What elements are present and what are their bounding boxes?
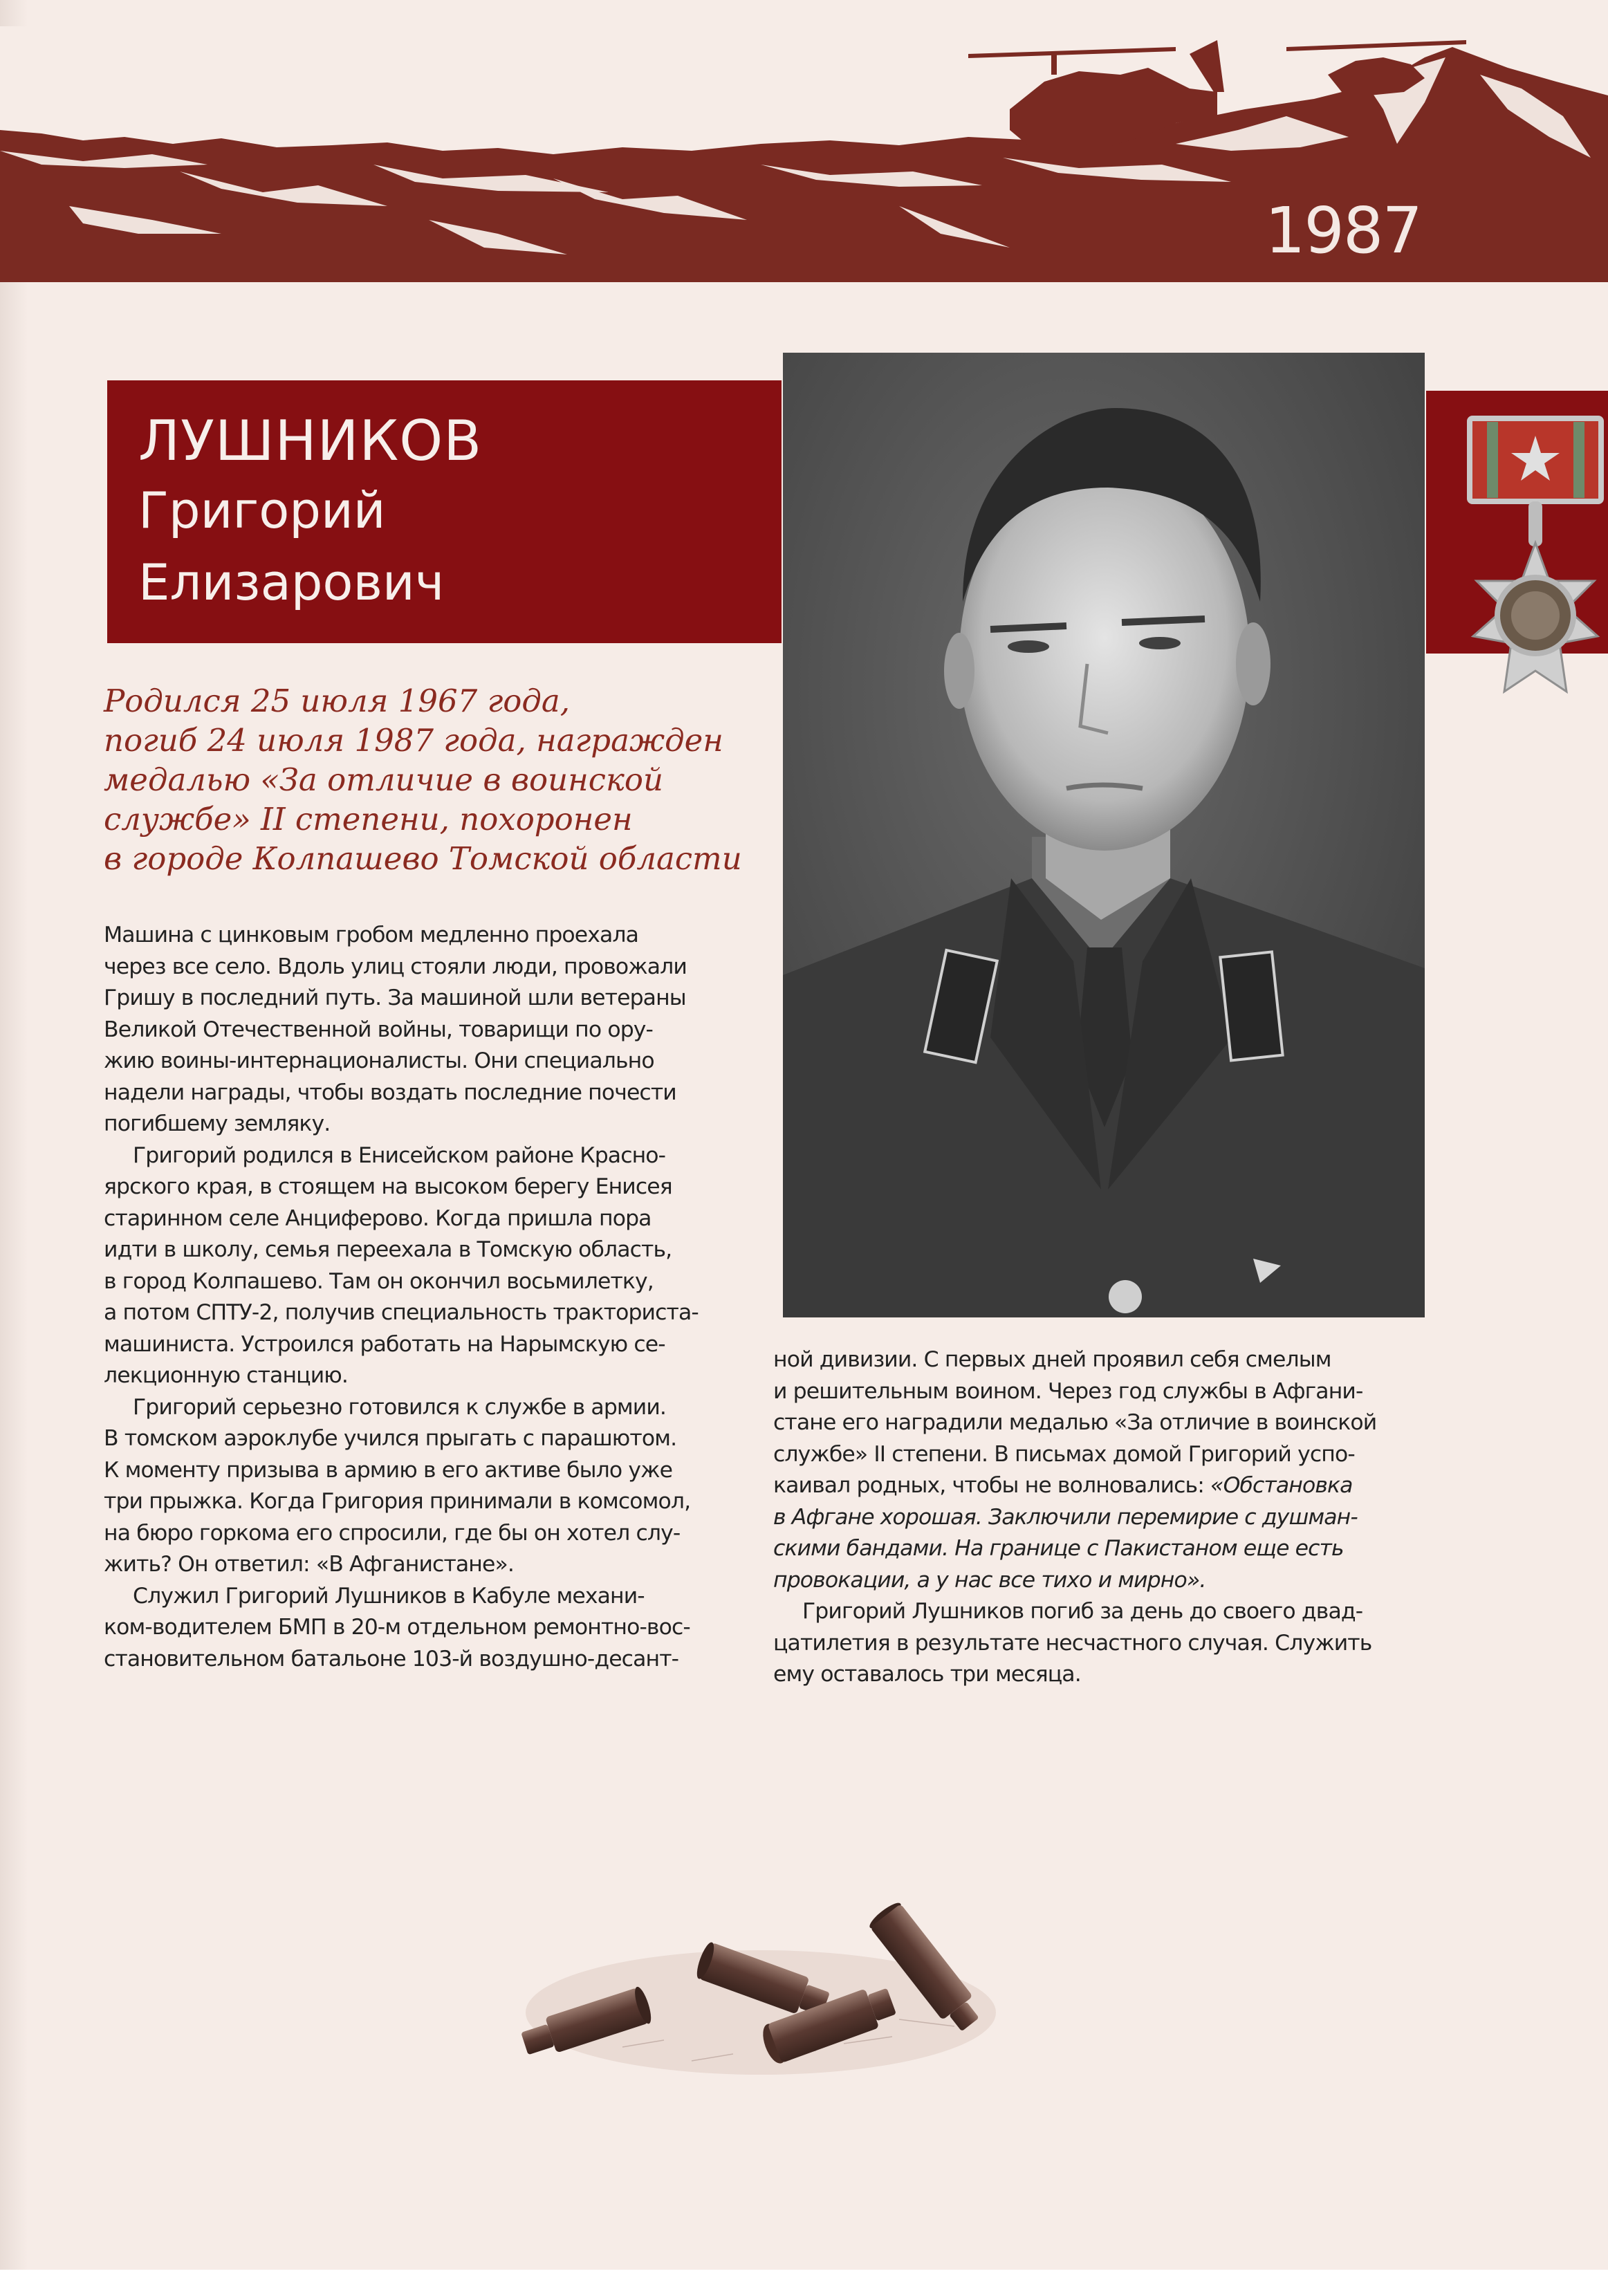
first-name: Григорий bbox=[138, 481, 386, 539]
body-column-left bbox=[104, 920, 747, 1675]
body-line: в город Колпашево. Там он окончил восьмилетку, bbox=[104, 1268, 654, 1294]
medal-image bbox=[1463, 408, 1608, 726]
body-line: ему оставалось три месяца. bbox=[773, 1662, 1081, 1687]
body-line: старинном селе Анциферово. Когда пришла пора bbox=[104, 1205, 651, 1231]
body-line: а потом СПТУ-2, получив специальность тракториста- bbox=[104, 1300, 699, 1325]
body-line bbox=[773, 1533, 1423, 1565]
body-line: Служил Григорий Лушников в Кабуле механи- bbox=[133, 1583, 645, 1609]
body-line: Григорий Лушников погиб за день до своего двад- bbox=[802, 1599, 1363, 1624]
body-line bbox=[773, 1502, 1423, 1534]
body-line: Григорий серьезно готовился к службе в армии. bbox=[133, 1394, 667, 1420]
body-line bbox=[773, 1565, 1423, 1597]
lead-line: медалью «За отличие в воинской bbox=[104, 761, 663, 798]
body-line: три прыжка. Когда Григория принимали в комсомол, bbox=[104, 1489, 691, 1514]
lead-summary bbox=[104, 681, 742, 878]
body-line: стане его наградили медалью «За отличие в воинской bbox=[773, 1410, 1377, 1435]
body-line: на бюро горкома его спросили, где бы он хотел слу- bbox=[104, 1520, 681, 1546]
quote-text: провокации, а у нас все тихо и мирно». bbox=[773, 1567, 1206, 1593]
body-line: К моменту призыва в армию в его активе было уже bbox=[104, 1457, 673, 1483]
body-line: службе» II степени. В письмах домой Григорий успо- bbox=[773, 1441, 1355, 1467]
quote-text: в Афгане хорошая. Заключили перемирие с душман- bbox=[773, 1504, 1358, 1530]
body-line: становительном батальоне 103-й воздушно-десант- bbox=[104, 1646, 679, 1672]
body-line: погибшему земляку. bbox=[104, 1111, 331, 1136]
lead-line: погиб 24 июля 1987 года, награжден bbox=[104, 722, 723, 759]
body-line bbox=[773, 1470, 1423, 1502]
body-line: и решительным воином. Через год службы в Афгани- bbox=[773, 1378, 1363, 1404]
body-line: надели награды, чтобы воздать последние почести bbox=[104, 1080, 676, 1105]
body-line: Машина с цинковым гробом медленно проехала bbox=[104, 923, 639, 947]
body-line: жию воины-интернационалисты. Они специально bbox=[104, 1048, 654, 1073]
body-text: каивал родных, чтобы не волновались: bbox=[773, 1473, 1211, 1498]
body-line: через все село. Вдоль улиц стояли люди, провожали bbox=[104, 954, 687, 979]
body-line: идти в школу, семья переехала в Томскую область, bbox=[104, 1237, 672, 1262]
body-line: ком-водителем БМП в 20-м отдельном ремонтно-вос- bbox=[104, 1615, 690, 1640]
person-name bbox=[138, 408, 482, 618]
body-column-right bbox=[773, 1344, 1423, 1691]
body-line: Гришу в последний путь. За машиной шли ветераны bbox=[104, 985, 686, 1010]
body-line: лекционную станцию. bbox=[104, 1363, 348, 1388]
body-line: Великой Отечественной войны, товарищи по ору- bbox=[104, 1017, 654, 1042]
quote-text: «Обстановка bbox=[1210, 1473, 1353, 1498]
body-line: ярского края, в стоящем на высоком берегу Енисея bbox=[104, 1174, 672, 1199]
lead-line: службе» II степени, похоронен bbox=[104, 801, 633, 837]
lead-line: Родился 25 июля 1967 года, bbox=[104, 683, 571, 719]
body-line: В томском аэроклубе учился прыгать с парашютом. bbox=[104, 1426, 677, 1451]
body-line: цатилетия в результате несчастного случая. Служить bbox=[773, 1630, 1372, 1656]
body-line: машиниста. Устроился работать на Нарымскую се- bbox=[104, 1331, 665, 1357]
lead-line: в городе Колпашево Томской области bbox=[104, 840, 742, 877]
surname: ЛУШНИКОВ bbox=[138, 409, 483, 473]
quote-text: скими бандами. На границе с Пакистаном еще есть bbox=[773, 1536, 1344, 1561]
body-line: ной дивизии. С первых дней проявил себя смелым bbox=[773, 1347, 1331, 1372]
patronymic: Елизарович bbox=[138, 553, 445, 611]
body-line: Григорий родился в Енисейском районе Красно- bbox=[133, 1142, 666, 1168]
portrait-photo bbox=[783, 353, 1425, 1317]
page-gutter-shadow bbox=[0, 0, 28, 2270]
cartridge-casings-illustration bbox=[484, 1867, 1024, 2089]
body-line: жить? Он ответил: «В Афганистане». bbox=[104, 1552, 514, 1577]
year-label: 1987 bbox=[1264, 194, 1421, 268]
